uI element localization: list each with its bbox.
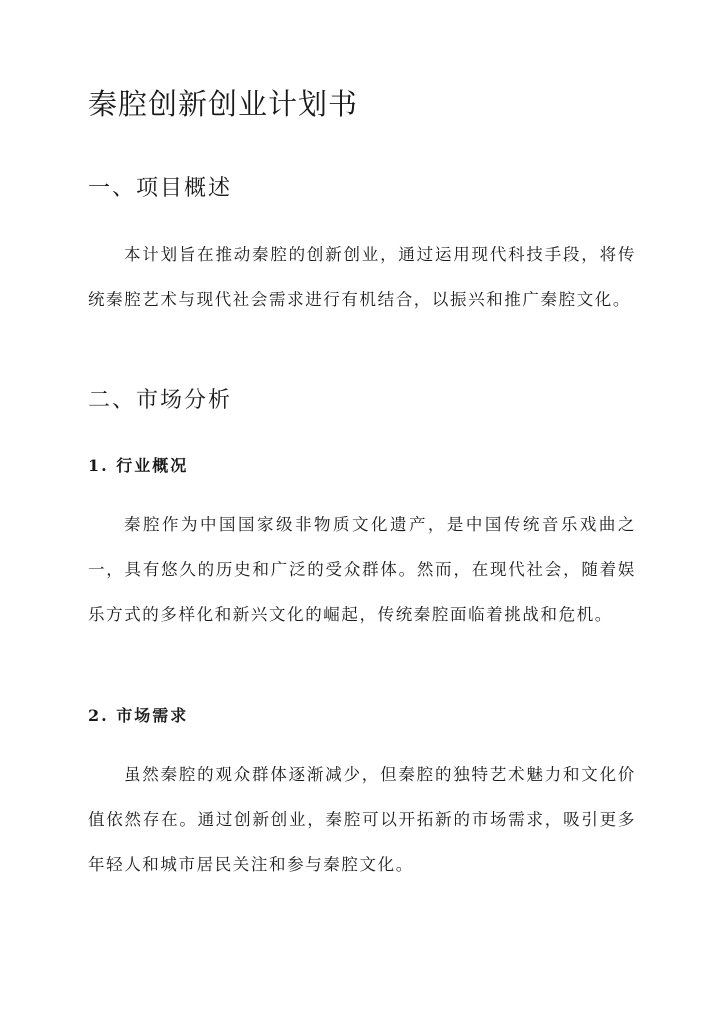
subsection-paragraph-market-demand: 虽然秦腔的观众群体逐渐减少，但秦腔的独特艺术魅力和文化价值依然存在。通过创新创业，秦腔可以开拓新的市场需求，吸引更多年轻人和城市居民关注和参与秦腔文化。 — [88, 765, 636, 874]
section-heading-market-analysis: 二、市场分析 — [88, 388, 233, 413]
subsection-heading-market-demand: 2. 市场需求 — [88, 706, 189, 725]
section-paragraph-overview: 本计划旨在推动秦腔的创新创业，通过运用现代科技手段，将传统秦腔艺术与现代社会需求进行有机结合，以振兴和推广秦腔文化。 — [88, 245, 636, 309]
document-title: 秦腔创新创业计划书 — [88, 87, 359, 121]
section-heading-overview: 一、项目概述 — [88, 176, 233, 201]
subsection-heading-industry-overview: 1. 行业概况 — [88, 456, 189, 475]
subsection-paragraph-industry-overview: 秦腔作为中国国家级非物质文化遗产，是中国传统音乐戏曲之一，具有悠久的历史和广泛的受众群体。然而，在现代社会，随着娱乐方式的多样化和新兴文化的崛起，传统秦腔面临着挑战和危机。 — [88, 515, 636, 624]
